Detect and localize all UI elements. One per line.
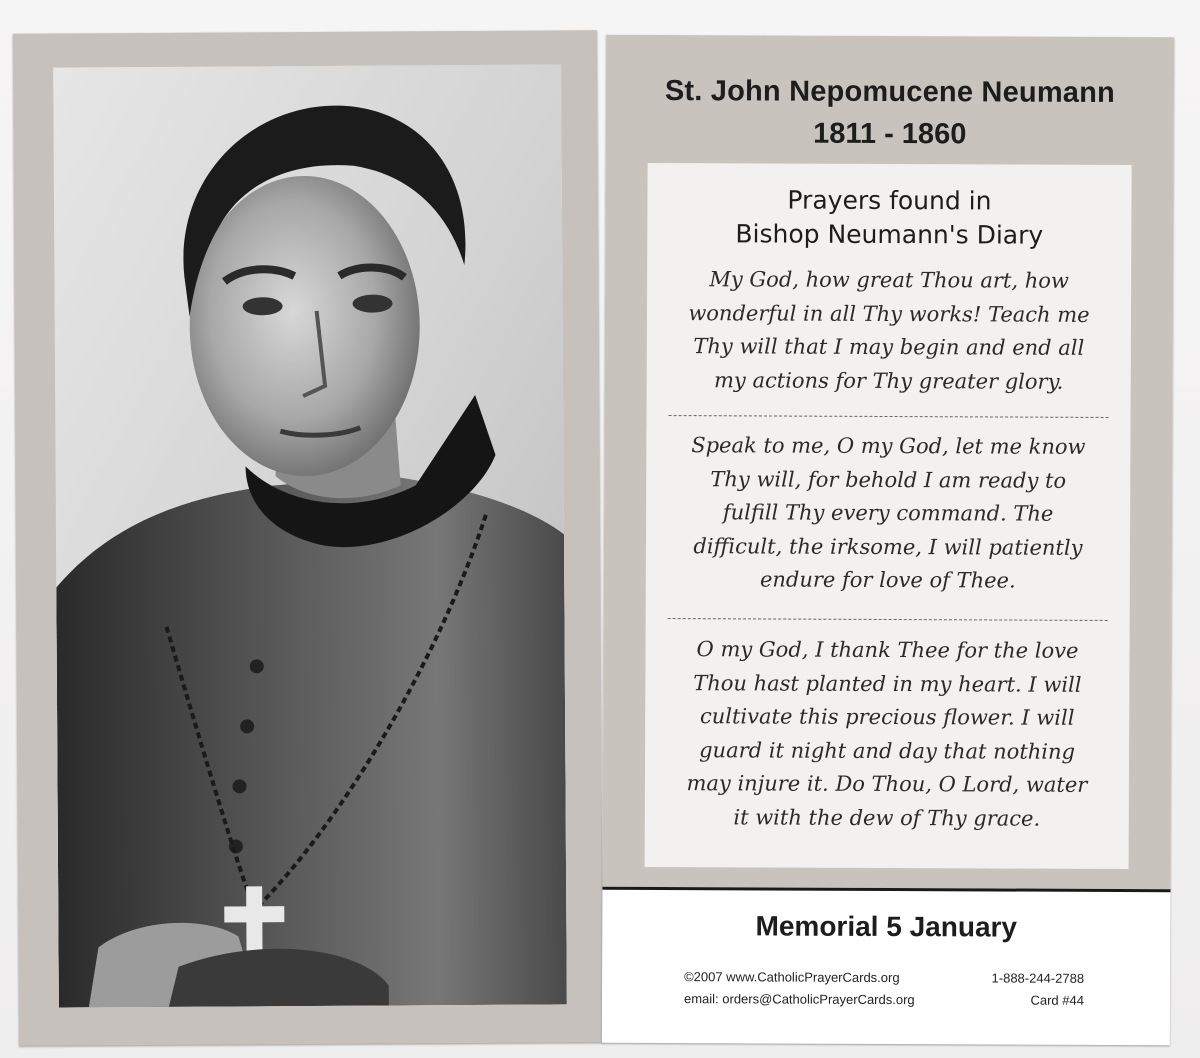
phone-number: 1-888-244-2788 [991,970,1085,986]
prayer-line: it with the dew of Thy grace. [733,804,1041,831]
prayer-2 [646,429,1131,599]
prayer-line: guard it night and day that nothing [699,737,1076,764]
footer-line-2 [683,991,1085,1008]
portrait-illustration [53,64,567,1007]
prayer-divider [668,618,1108,621]
prayer-line: Speak to me, O my God, let me know [691,433,1086,459]
prayer-line: my actions for Thy greater glory. [713,367,1064,394]
prayer-line: cultivate this precious flower. I will [699,704,1075,730]
card-number: Card #44 [1030,992,1085,1008]
memorial-date: Memorial 5 January [755,910,1018,943]
prayer-line: endure for love of Thee. [759,567,1016,593]
prayer-line: fulfill Thy every command. The [722,500,1054,526]
saint-name-title: St. John Nepomucene Neumann [664,75,1116,109]
prayer-line: may injure it. Do Thou, O Lord, water [686,771,1088,797]
prayer-line: Thou hast planted in my heart. I will [693,670,1082,697]
prayer-line: Thy will, for behold I am ready to [710,466,1067,493]
prayer-panel [645,163,1132,869]
email-text: email: orders@CatholicPrayerCards.org [683,991,915,1008]
saint-portrait-photo [53,64,567,1007]
prayer-divider [669,415,1109,418]
saint-lifespan: 1811 - 1860 [813,117,967,151]
prayer-line: O my God, I thank Thee for the love [696,637,1079,663]
prayer-line: Thy will that I may begin and end all [693,334,1085,360]
copyright-text: ©2007 www.CatholicPrayerCards.org [684,969,900,986]
prayer-line: difficult, the irksome, I will patiently [693,533,1083,560]
prayer-1 [647,263,1132,399]
panel-heading-line2: Bishop Neumann's Diary [735,219,1044,250]
prayer-line: My God, how great Thou art, how [709,267,1069,293]
card-header-band [602,35,1174,889]
prayer-card-front [13,30,603,1046]
prayer-3 [645,633,1130,836]
footer-line-1 [684,969,1085,986]
prayer-line: wonderful in all Thy works! Teach me [688,300,1090,327]
prayer-card-back [602,35,1174,1045]
panel-heading-line1: Prayers found in [787,185,992,216]
